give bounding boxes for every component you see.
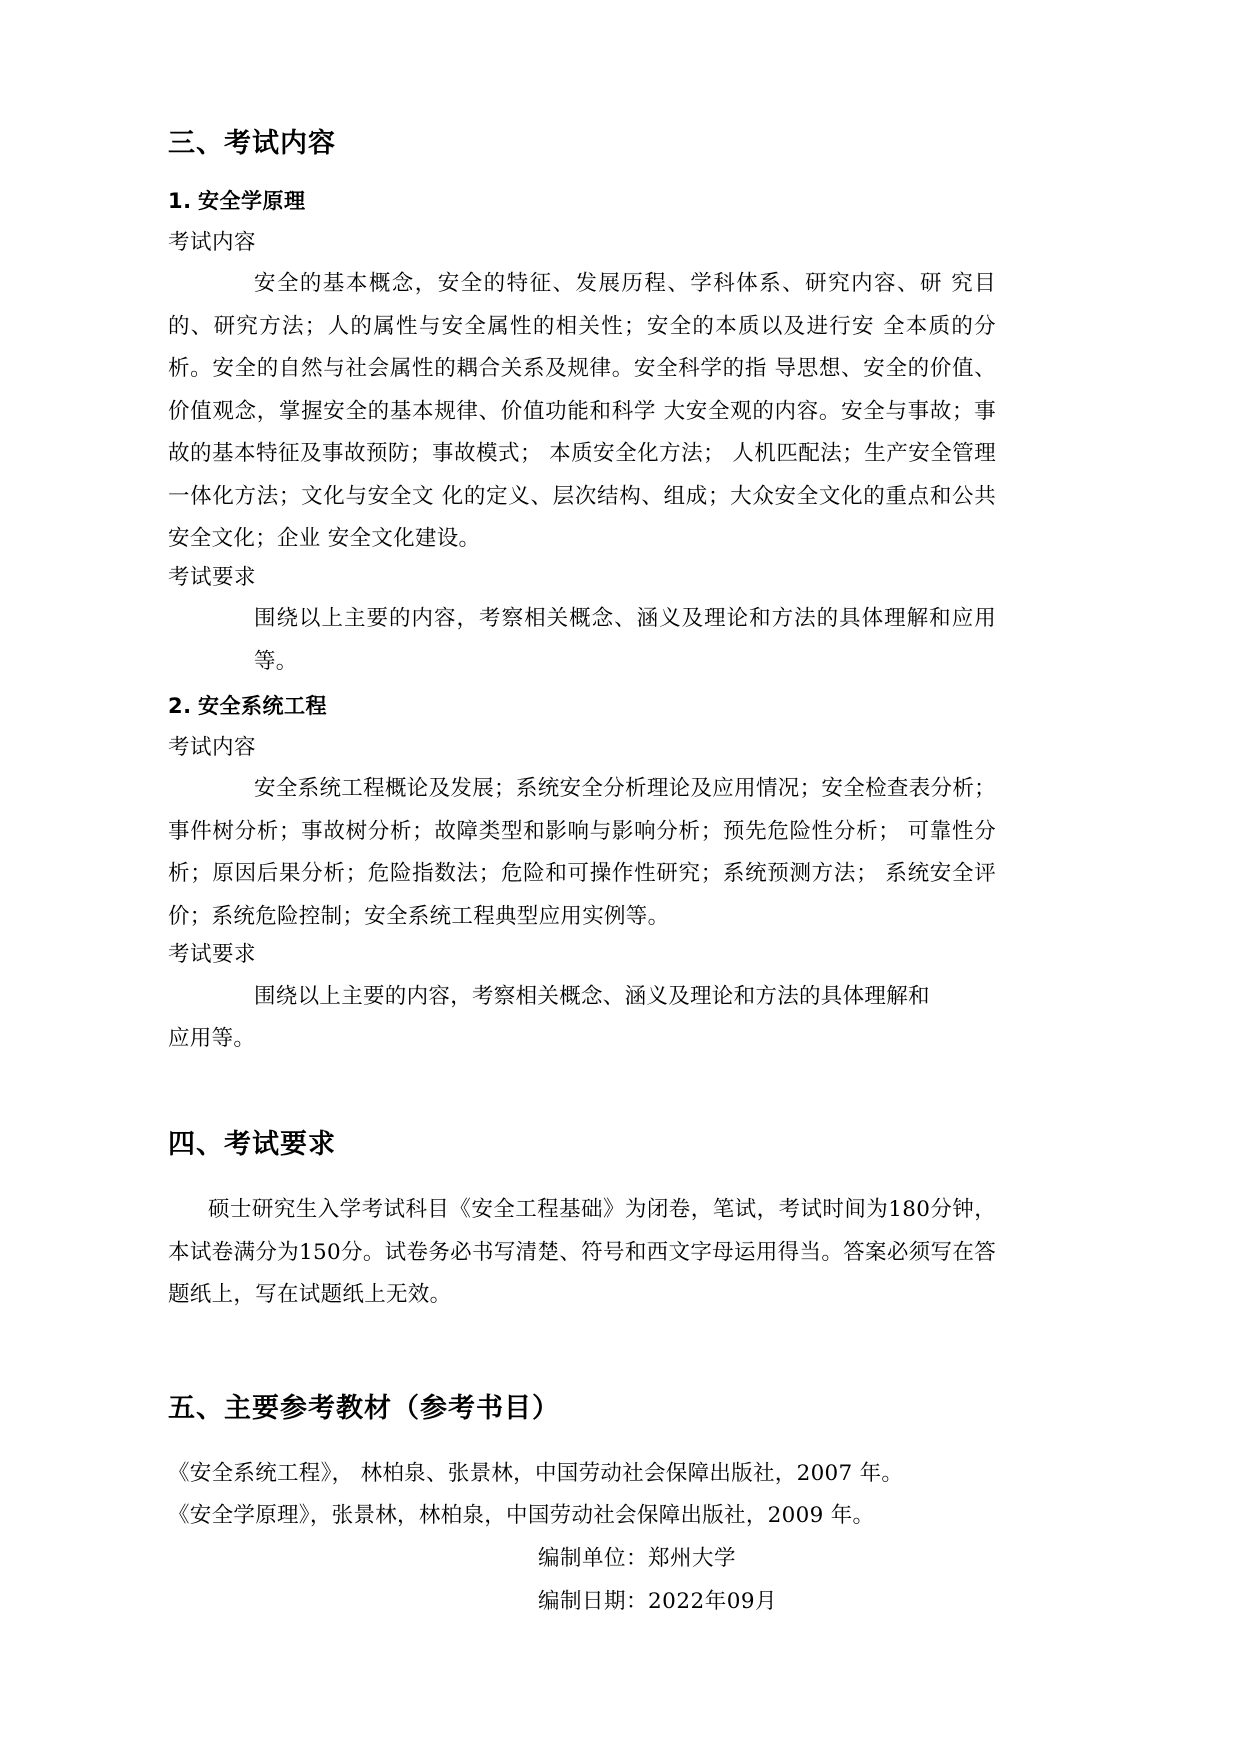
reference-item: 《安全系统工程》， 林柏泉、张景林，中国劳动社会保障出版社，2007 年。 bbox=[168, 1461, 904, 1487]
content-label-2: 考试内容 bbox=[168, 734, 257, 760]
content-label-1: 考试内容 bbox=[168, 229, 257, 255]
content-text-2: 安全系统工程概论及发展；系统安全分析理论及应用情况；安全检查表分析；事件树分析；事故树分析；故障类型和影响与影响分析；预先危险性分析； 可靠性分析；原因后果分析；危险指数法；危险和可操作性研究；系统预测方法； 系统安全评价；系统危险控制；安全系统工程典型应用实例等。 bbox=[168, 776, 996, 929]
content-text-1: 安全的基本概念，安全的特征、发展历程、学科体系、研究内容、研 究目的、研究方法；人的属性与安全属性的相关性；安全的本质以及进行安 全本质的分析。安全的自然与社会属性的耦合关系及规律。安全科学的指 导思想、安全的价值、价值观念，掌握安全的基本规律、价值功能和科学 大安全观的内容。安全与事故；事故的基本特征及事故预防；事故模式； 本质安全化方法； 人机匹配法；生产安全管理一体化方法；文化与安全文 化的定义、层次结构、组成；大众安全文化的重点和公共安全文化；企业 安全文化建设。 bbox=[168, 271, 996, 552]
requirement-text-2-line1: 围绕以上主要的内容，考察相关概念、涵义及理论和方法的具体理解和 bbox=[254, 983, 930, 1009]
requirement-label-2: 考试要求 bbox=[168, 942, 257, 968]
signature-date: 编制日期：2022年09月 bbox=[538, 1589, 778, 1615]
requirement-text-1: 围绕以上主要的内容，考察相关概念、涵义及理论和方法的具体理解和应用等。 bbox=[254, 606, 996, 674]
signature-organization: 编制单位：郑州大学 bbox=[538, 1546, 737, 1572]
section-heading-exam-requirements: 四、考试要求 bbox=[168, 1128, 336, 1160]
document-content bbox=[168, 126, 996, 1623]
spacer bbox=[168, 683, 996, 693]
subsection-heading-safety-principles bbox=[168, 188, 996, 215]
subsection-title: 安全学原理 bbox=[198, 189, 306, 214]
subsection-number: 2. bbox=[168, 694, 192, 719]
exam-requirements-body: 硕士研究生入学考试科目《安全工程基础》为闭卷，笔试，考试时间为180分钟，本试卷满分为150分。试卷务必书写清楚、符号和西文字母运用得当。答案必须写在答题纸上，写在试题纸上无效。 bbox=[168, 1197, 996, 1308]
requirement-text-2-line2: 应用等。 bbox=[168, 1026, 256, 1052]
spacer bbox=[168, 1317, 996, 1391]
subsection-title: 安全系统工程 bbox=[198, 694, 327, 719]
spacer bbox=[168, 1061, 996, 1127]
requirement-label-1: 考试要求 bbox=[168, 564, 257, 590]
section-heading-exam-content: 三、考试内容 bbox=[168, 128, 336, 159]
subsection-number: 1. bbox=[168, 189, 192, 214]
section-heading-reference-materials: 五、主要参考教材（参考书目） bbox=[168, 1392, 560, 1424]
reference-item: 《安全学原理》，张景林，林柏泉，中国劳动社会保障出版社，2009 年。 bbox=[168, 1503, 875, 1529]
subsection-heading-safety-system-engineering bbox=[168, 693, 996, 720]
